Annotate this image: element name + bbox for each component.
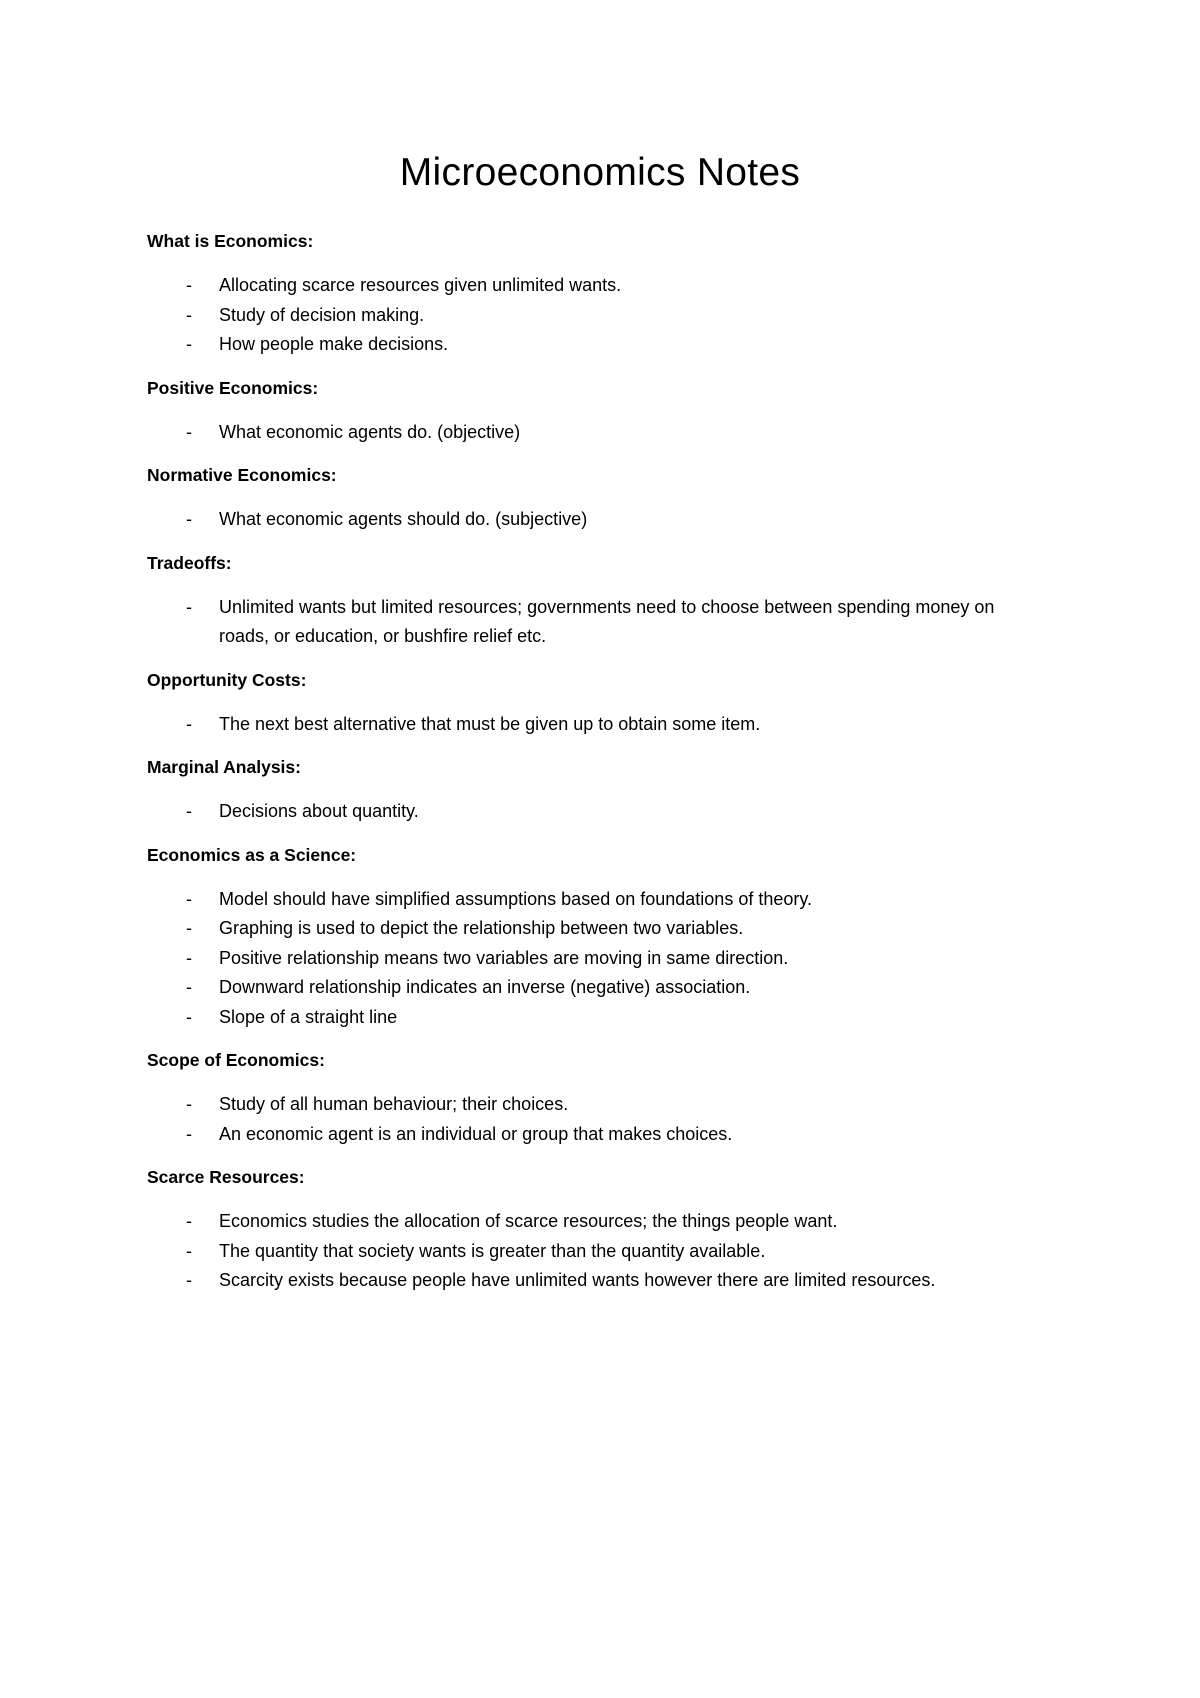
list-item [147, 593, 1080, 652]
notes-section [147, 666, 1080, 740]
list-item [147, 914, 1080, 944]
bullet-list [147, 593, 1080, 652]
list-item [147, 1207, 1080, 1237]
list-item-text: Decisions about quantity. [219, 801, 419, 821]
list-item-text: Allocating scarce resources given unlimited wants. [219, 275, 622, 295]
list-item-text: An economic agent is an individual or group that makes choices. [219, 1123, 733, 1144]
notes-section [147, 461, 1080, 535]
list-item-text: Unlimited wants but limited resources; governments need to choose between spending money on roads, or education, or bushfire relief etc. [219, 596, 995, 646]
document-title: Microeconomics Notes [399, 151, 801, 194]
list-item [147, 797, 1080, 827]
list-item-text: Downward relationship indicates an inverse (negative) association. [219, 977, 751, 997]
notes-body [147, 227, 1080, 1296]
bullet-marker: - [186, 888, 192, 909]
list-item [147, 418, 1080, 448]
section-heading: What is Economics: [147, 231, 314, 251]
list-item-text: Study of decision making. [219, 304, 425, 325]
list-item-text: Scarcity exists because people have unlimited wants however there are limited resources. [219, 1270, 936, 1290]
bullet-list [147, 797, 1080, 827]
bullet-list [147, 1090, 1080, 1149]
bullet-marker: - [186, 947, 192, 968]
section-heading: Marginal Analysis: [147, 757, 301, 777]
bullet-list [147, 271, 1080, 360]
notes-section [147, 549, 1080, 652]
list-item [147, 1090, 1080, 1120]
bullet-marker: - [186, 334, 192, 354]
bullet-marker: - [186, 421, 192, 442]
bullet-marker: - [186, 1123, 192, 1144]
section-heading: Economics as a Science: [147, 844, 357, 865]
bullet-marker: - [186, 304, 192, 325]
notes-section [147, 227, 1080, 360]
bullet-marker: - [186, 1270, 192, 1290]
bullet-marker: - [186, 1240, 192, 1261]
list-item [147, 710, 1080, 740]
list-item [147, 330, 1080, 360]
list-item [147, 973, 1080, 1003]
list-item-text: Model should have simplified assumptions based on foundations of theory. [219, 888, 813, 909]
list-item-text: Economics studies the allocation of scarce resources; the things people want. [219, 1211, 838, 1231]
list-item-text: Positive relationship means two variables are moving in same direction. [219, 947, 789, 968]
list-item [147, 271, 1080, 301]
bullet-marker: - [186, 801, 192, 821]
bullet-marker: - [186, 275, 192, 295]
section-heading: Scarce Resources: [147, 1167, 305, 1187]
notes-section [147, 374, 1080, 448]
list-item [147, 885, 1080, 915]
list-item [147, 1237, 1080, 1267]
list-item [147, 944, 1080, 974]
notes-section [147, 1046, 1080, 1149]
bullet-marker: - [186, 1211, 192, 1231]
section-heading: Normative Economics: [147, 465, 337, 485]
list-item [147, 1003, 1080, 1033]
bullet-marker: - [186, 918, 192, 938]
bullet-list [147, 885, 1080, 1033]
section-heading: Positive Economics: [147, 377, 319, 398]
list-item-text: What economic agents should do. (subjective) [219, 509, 588, 529]
list-item [147, 301, 1080, 331]
bullet-list [147, 418, 1080, 448]
bullet-list [147, 505, 1080, 535]
bullet-marker: - [186, 596, 192, 617]
list-item-text: The next best alternative that must be given up to obtain some item. [219, 713, 761, 734]
notes-section [147, 753, 1080, 827]
bullet-list [147, 710, 1080, 740]
bullet-marker: - [186, 1006, 192, 1027]
list-item [147, 1266, 1080, 1296]
list-item-text: The quantity that society wants is greater than the quantity available. [219, 1240, 766, 1261]
bullet-marker: - [186, 977, 192, 997]
list-item-text: Graphing is used to depict the relationship between two variables. [219, 918, 744, 938]
section-heading: Scope of Economics: [147, 1050, 325, 1070]
list-item-text: What economic agents do. (objective) [219, 421, 521, 442]
bullet-marker: - [186, 713, 192, 734]
list-item-text: Slope of a straight line [219, 1006, 398, 1027]
notes-section [147, 1163, 1080, 1296]
section-heading: Opportunity Costs: [147, 669, 307, 690]
section-heading: Tradeoffs: [147, 552, 232, 573]
list-item-text: Study of all human behaviour; their choices. [219, 1094, 569, 1114]
list-item [147, 505, 1080, 535]
bullet-marker: - [186, 509, 192, 529]
bullet-marker: - [186, 1094, 192, 1114]
list-item-text: How people make decisions. [219, 334, 449, 354]
bullet-list [147, 1207, 1080, 1296]
list-item [147, 1120, 1080, 1150]
notes-section [147, 841, 1080, 1033]
